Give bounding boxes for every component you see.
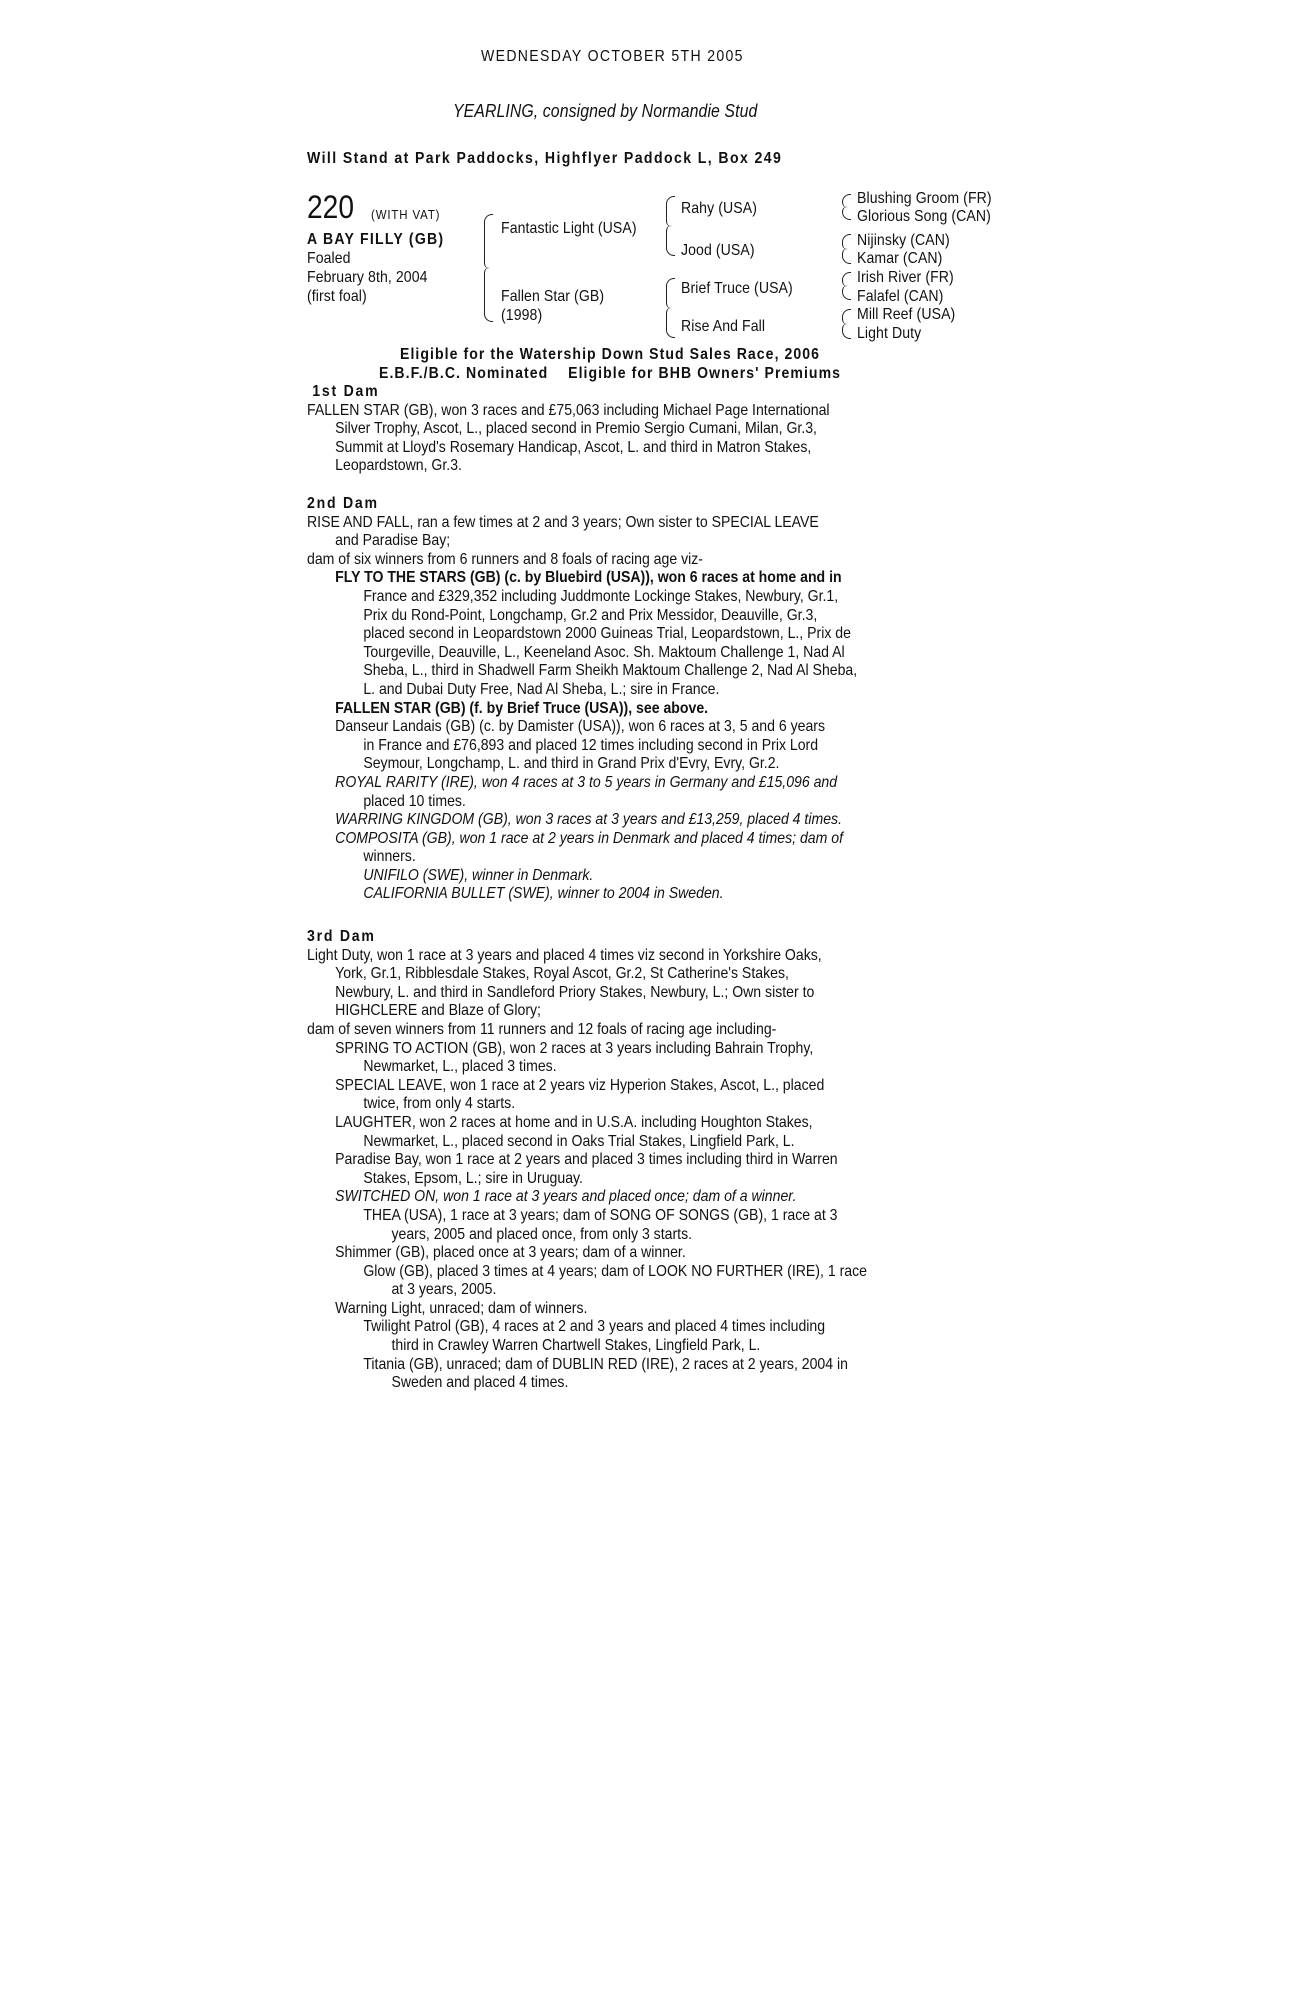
- pedigree-dam-year: (1998): [501, 307, 543, 324]
- first-dam-line: Summit at Lloyd's Rosemary Handicap, Ascot, L. and third in Matron Stakes,: [335, 438, 812, 456]
- third-dam-line: Paradise Bay, won 1 race at 2 years and placed 3 times including third in Warren: [335, 1151, 838, 1169]
- third-dam-line: THEA (USA), 1 race at 3 years; dam of SONG OF SONGS (GB), 1 race at 3: [363, 1206, 838, 1224]
- third-dam-line: dam of seven winners from 11 runners and 12 foals of racing age including-: [307, 1020, 777, 1038]
- foaled-date: February 8th, 2004: [307, 269, 428, 286]
- lot-number-value: 220: [307, 189, 354, 225]
- third-dam-line: Light Duty, won 1 race at 3 years and placed 4 times viz second in Yorkshire Oaks,: [307, 946, 822, 964]
- lot-number: [307, 190, 354, 224]
- third-dam-line: Twilight Patrol (GB), 4 races at 2 and 3 years and placed 4 times including: [363, 1318, 826, 1336]
- third-dam-line: LAUGHTER, won 2 races at home and in U.S.A. including Houghton Stakes,: [335, 1113, 813, 1131]
- second-dam-line: ROYAL RARITY (IRE), won 4 races at 3 to 5 years in Germany and £15,096 and: [335, 773, 838, 791]
- pedigree-brace-g4: [842, 309, 852, 339]
- third-dam-section: [307, 928, 1027, 1393]
- third-dam-line: HIGHCLERE and Blaze of Glory;: [335, 1002, 541, 1020]
- foal-note: (first foal): [307, 288, 367, 305]
- pedigree-ggp-5: Irish River (FR): [857, 269, 954, 286]
- third-dam-line: Glow (GB), placed 3 times at 4 years; dam of LOOK NO FURTHER (IRE), 1 race: [363, 1262, 867, 1280]
- second-dam-heading: 2nd Dam: [307, 495, 379, 512]
- second-dam-line: L. and Dubai Duty Free, Nad Al Sheba, L.; sire in France.: [363, 680, 720, 698]
- third-dam-line: Newmarket, L., placed 3 times.: [363, 1058, 557, 1076]
- pedigree-sire-dam: Jood (USA): [681, 242, 755, 259]
- eligibility-nominations: E.B.F./B.C. Nominated Eligible for BHB Owners' Premiums: [379, 365, 842, 382]
- third-dam-line: SPRING TO ACTION (GB), won 2 races at 3 years including Bahrain Trophy,: [335, 1039, 814, 1057]
- second-dam-line: France and £329,352 including Juddmonte Lockinge Stakes, Newbury, Gr.1,: [363, 587, 839, 605]
- second-dam-line: Sheba, L., third in Shadwell Farm Sheikh Maktoum Challenge 2, Nad Al Sheba,: [363, 662, 858, 680]
- pedigree-brace-g1: [842, 194, 852, 220]
- first-dam-section: [307, 383, 1027, 476]
- second-dam-line: Prix du Rond-Point, Longchamp, Gr.2 and Prix Messidor, Deauville, Gr.3,: [363, 606, 818, 624]
- second-dam-line: RISE AND FALL, ran a few times at 2 and 3 years; Own sister to SPECIAL LEAVE: [307, 513, 819, 531]
- first-dam-line: Silver Trophy, Ascot, L., placed second in Premio Sergio Cumani, Milan, Gr.3,: [335, 420, 817, 438]
- pedigree-dam: Fallen Star (GB): [501, 288, 605, 305]
- third-dam-line: Sweden and placed 4 times.: [391, 1374, 569, 1392]
- pedigree-ggp-2: Glorious Song (CAN): [857, 208, 991, 225]
- lot-description: A BAY FILLY (GB): [307, 231, 445, 248]
- second-dam-line: dam of six winners from 6 runners and 8 foals of racing age viz-: [307, 550, 703, 568]
- pedigree-ggp-7: Mill Reef (USA): [857, 306, 956, 323]
- pedigree-brace-g3: [842, 272, 852, 300]
- foaled-label: Foaled: [307, 250, 351, 267]
- third-dam-line: years, 2005 and placed once, from only 3 starts.: [391, 1225, 693, 1243]
- pedigree-brace-dam: [666, 278, 676, 338]
- second-dam-line: and Paradise Bay;: [335, 532, 451, 550]
- third-dam-line: Newbury, L. and third in Sandleford Priory Stakes, Newbury, L.; Own sister to: [335, 983, 815, 1001]
- third-dam-line: York, Gr.1, Ribblesdale Stakes, Royal Ascot, Gr.2, St Catherine's Stakes,: [335, 965, 789, 983]
- sale-date: WEDNESDAY OCTOBER 5TH 2005: [481, 48, 744, 65]
- pedigree-brace-main: [484, 214, 494, 322]
- pedigree-ggp-8: Light Duty: [857, 325, 922, 342]
- second-dam-line: WARRING KINGDOM (GB), won 3 races at 3 years and £13,259, placed 4 times.: [335, 811, 842, 829]
- pedigree-dam-dam: Rise And Fall: [681, 318, 766, 335]
- third-dam-line: Titania (GB), unraced; dam of DUBLIN RED (IRE), 2 races at 2 years, 2004 in: [363, 1355, 848, 1373]
- eligibility-sales-race: Eligible for the Watership Down Stud Sales Race, 2006: [400, 346, 821, 363]
- consignment-line: YEARLING, consigned by Normandie Stud: [453, 101, 758, 121]
- first-dam-line: Leopardstown, Gr.3.: [335, 457, 462, 475]
- pedigree-ggp-1: Blushing Groom (FR): [857, 190, 992, 207]
- first-dam-heading: 1st Dam: [312, 383, 380, 400]
- second-dam-line: FALLEN STAR (GB) (f. by Brief Truce (USA)), see above.: [335, 699, 709, 717]
- pedigree-dam-sire: Brief Truce (USA): [681, 280, 793, 297]
- second-dam-line: UNIFILO (SWE), winner in Denmark.: [363, 866, 594, 884]
- pedigree-sire-sire: Rahy (USA): [681, 200, 757, 217]
- third-dam-line: Warning Light, unraced; dam of winners.: [335, 1299, 588, 1317]
- third-dam-line: twice, from only 4 starts.: [363, 1095, 516, 1113]
- second-dam-line: placed 10 times.: [363, 792, 466, 810]
- lot-vat: (WITH VAT): [371, 207, 441, 222]
- third-dam-heading: 3rd Dam: [307, 928, 376, 945]
- second-dam-line: COMPOSITA (GB), won 1 race at 2 years in Denmark and placed 4 times; dam of: [335, 829, 844, 847]
- third-dam-line: SPECIAL LEAVE, won 1 race at 2 years viz Hyperion Stakes, Ascot, L., placed: [335, 1076, 825, 1094]
- second-dam-line: placed second in Leopardstown 2000 Guineas Trial, Leopardstown, L., Prix de: [363, 625, 851, 643]
- pedigree-sire: Fantastic Light (USA): [501, 220, 637, 237]
- second-dam-line: winners.: [363, 848, 416, 866]
- third-dam-line: Stakes, Epsom, L.; sire in Uruguay.: [363, 1169, 583, 1187]
- third-dam-line: Newmarket, L., placed second in Oaks Trial Stakes, Lingfield Park, L.: [363, 1132, 795, 1150]
- stand-location: Will Stand at Park Paddocks, Highflyer Paddock L, Box 249: [307, 150, 783, 167]
- second-dam-line: Tourgeville, Deauville, L., Keeneland Asoc. Sh. Maktoum Challenge 1, Nad Al: [363, 643, 845, 661]
- second-dam-line: Seymour, Longchamp, L. and third in Grand Prix d'Evry, Evry, Gr.2.: [363, 755, 780, 773]
- pedigree-brace-sire: [666, 196, 676, 256]
- third-dam-line: third in Crawley Warren Chartwell Stakes, Lingfield Park, L.: [391, 1337, 761, 1355]
- pedigree-ggp-3: Nijinsky (CAN): [857, 232, 950, 249]
- third-dam-line: SWITCHED ON, won 1 race at 3 years and placed once; dam of a winner.: [335, 1188, 797, 1206]
- third-dam-line: at 3 years, 2005.: [391, 1281, 497, 1299]
- first-dam-line: FALLEN STAR (GB), won 3 races and £75,063 including Michael Page International: [307, 401, 830, 419]
- second-dam-line: CALIFORNIA BULLET (SWE), winner to 2004 in Sweden.: [363, 885, 724, 903]
- pedigree-brace-g2: [842, 234, 852, 264]
- second-dam-line: Danseur Landais (GB) (c. by Damister (USA)), won 6 races at 3, 5 and 6 years: [335, 718, 826, 736]
- pedigree-ggp-6: Falafel (CAN): [857, 288, 944, 305]
- second-dam-section: [307, 495, 1027, 904]
- third-dam-line: Shimmer (GB), placed once at 3 years; dam of a winner.: [335, 1244, 686, 1262]
- second-dam-line: FLY TO THE STARS (GB) (c. by Bluebird (USA)), won 6 races at home and in: [335, 569, 842, 587]
- second-dam-line: in France and £76,893 and placed 12 times including second in Prix Lord: [363, 736, 819, 754]
- pedigree-ggp-4: Kamar (CAN): [857, 250, 943, 267]
